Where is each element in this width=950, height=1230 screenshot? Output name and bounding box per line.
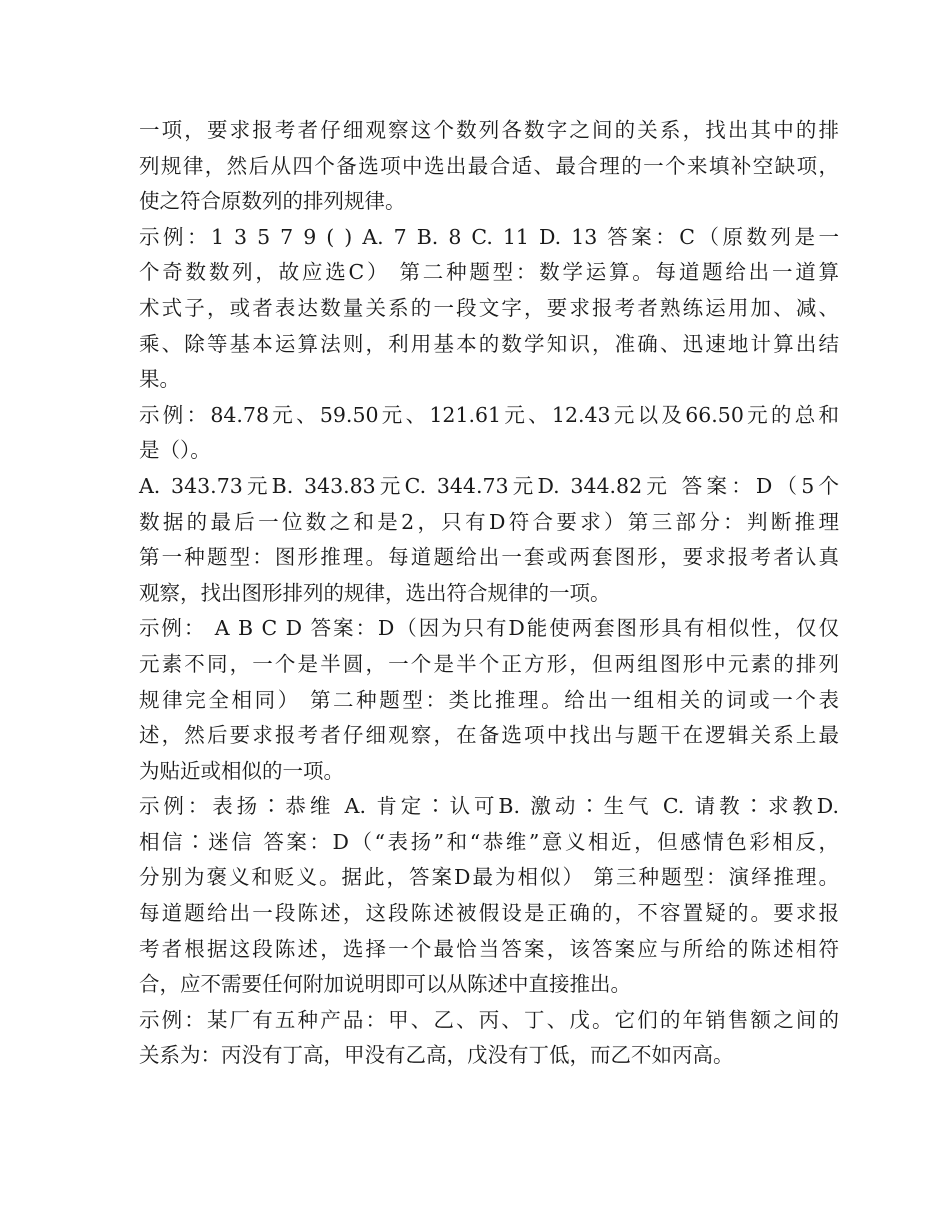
text-line: 述，然后要求报考者仔细观察，在备选项中找出与题干在逻辑关系上最 bbox=[139, 723, 839, 748]
text-line: 示例：84.78元、59.50元、121.61元、12.43元以及66.50元的总和 bbox=[139, 402, 839, 427]
text-line: 个奇数数列，故应选C） 第二种题型：数学运算。每道题给出一道算 bbox=[139, 260, 839, 285]
text-line: 关系为：丙没有丁高，甲没有乙高，戊没有丁低，而乙不如丙高。 bbox=[139, 1043, 734, 1068]
text-line: 使之符合原数列的排列规律。 bbox=[139, 189, 406, 214]
text-line: 一项，要求报考者仔细观察这个数列各数字之间的关系，找出其中的排 bbox=[139, 118, 839, 142]
text-line: 数据的最后一位数之和是2，只有D符合要求）第三部分：判断推理 bbox=[139, 509, 839, 534]
text-line: 合，应不需要任何附加说明即可以从陈述中直接推出。 bbox=[139, 972, 631, 997]
text-line: 每道题给出一段陈述，这段陈述被假设是正确的，不容置疑的。要求报 bbox=[139, 901, 839, 926]
text-line: 示例： A B C D 答案：D（因为只有D能使两套图形具有相似性，仅仅 bbox=[139, 616, 839, 641]
text-line: 乘、除等基本运算法则，利用基本的数学知识，准确、迅速地计算出结 bbox=[139, 331, 839, 356]
text-line: 为贴近或相似的一项。 bbox=[139, 758, 344, 783]
text-line: 分别为褒义和贬义。据此，答案D最为相似） 第三种题型：演绎推理。 bbox=[139, 865, 839, 890]
text-line: A. 343.73元B. 343.83元C. 344.73元D. 344.82元 答案：D（5个 bbox=[139, 473, 839, 498]
text-line: 是（）。 bbox=[139, 438, 211, 463]
text-line: 观察，找出图形排列的规律，选出符合规律的一项。 bbox=[139, 580, 611, 605]
text-line: 第一种题型：图形推理。每道题给出一套或两套图形，要求报考者认真 bbox=[139, 545, 839, 570]
text-line: 元素不同，一个是半圆，一个是半个正方形，但两组图形中元素的排列 bbox=[139, 651, 839, 676]
text-line: 果。 bbox=[139, 367, 180, 392]
text-line: 考者根据这段陈述，选择一个最恰当答案，该答案应与所给的陈述相符 bbox=[139, 936, 839, 961]
text-line: 术式子，或者表达数量关系的一段文字，要求报考者熟练运用加、减、 bbox=[139, 295, 839, 320]
document-body bbox=[139, 113, 839, 1074]
text-line: 示例：1 3 5 7 9 ( ) A. 7 B. 8 C. 11 D. 13 答案：C（原数列是一 bbox=[139, 224, 839, 249]
text-line: 列规律，然后从四个备选项中选出最合适、最合理的一个来填补空缺项， bbox=[139, 153, 839, 178]
text-line: 相信∶迷信 答案：D（“表扬”和“恭维”意义相近，但感情色彩相反， bbox=[139, 829, 839, 854]
text-line: 规律完全相同） 第二种题型：类比推理。给出一组相关的词或一个表 bbox=[139, 687, 839, 712]
text-line: 示例：表扬∶恭维 A. 肯定∶认可B. 激动∶生气 C. 请教∶求教D. bbox=[139, 794, 839, 819]
text-line: 示例：某厂有五种产品：甲、乙、丙、丁、戊。它们的年销售额之间的 bbox=[139, 1007, 839, 1032]
